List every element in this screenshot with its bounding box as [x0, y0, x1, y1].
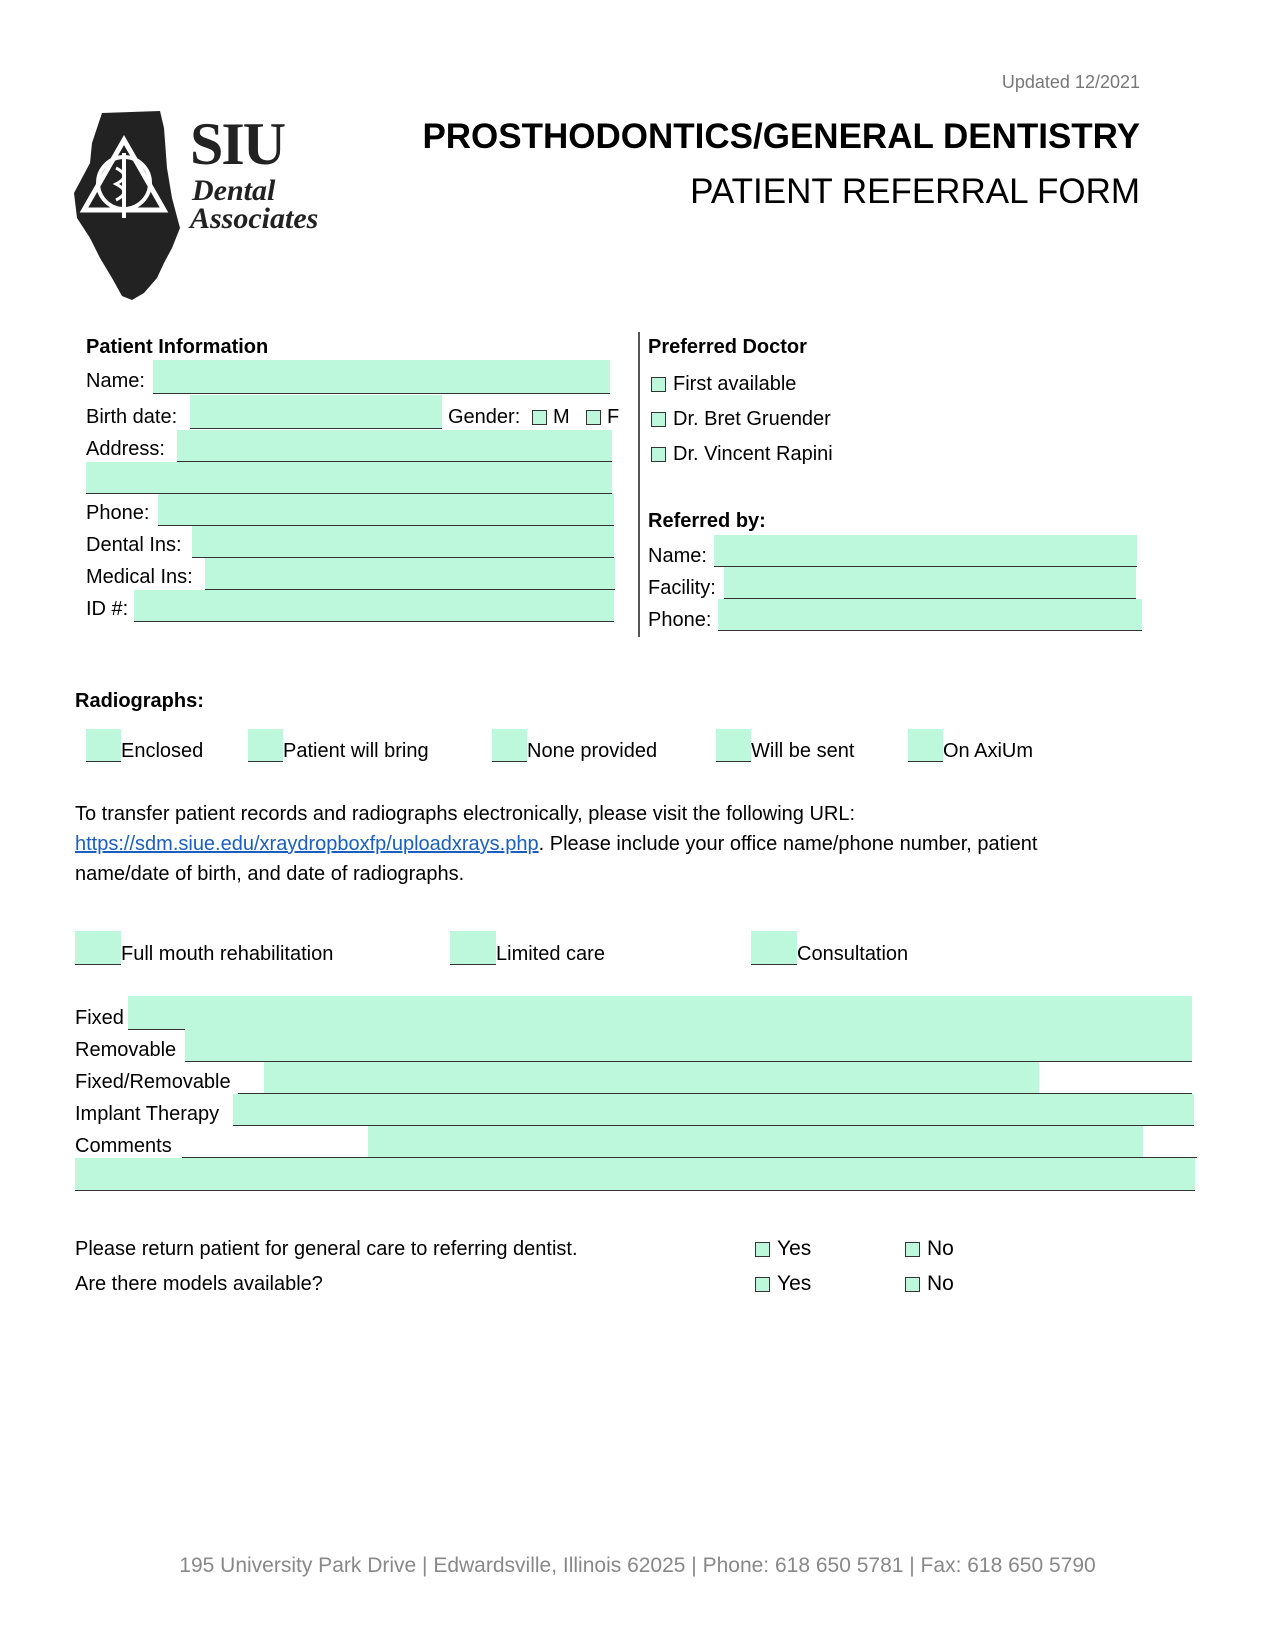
siu-logo	[72, 108, 322, 303]
radiograph-none-provided-box[interactable]	[492, 729, 527, 762]
fixed-removable-label: Fixed/Removable	[75, 1071, 231, 1093]
fixed-label: Fixed	[75, 1007, 124, 1029]
preferred-doctor-heading: Preferred Doctor	[648, 336, 807, 358]
dental-ins-field[interactable]	[192, 526, 614, 558]
models-yes-checkbox[interactable]	[755, 1277, 770, 1292]
doctor-rapini-checkbox[interactable]	[651, 447, 666, 462]
comments-field-2[interactable]	[75, 1158, 1195, 1191]
radiograph-option-label: Will be sent	[751, 740, 855, 762]
referrer-phone-field[interactable]	[718, 599, 1142, 631]
id-label: ID #:	[86, 598, 129, 620]
gender-f-checkbox[interactable]	[586, 410, 601, 425]
fixed-removable-field[interactable]	[264, 1062, 1039, 1093]
return-yes-checkbox[interactable]	[755, 1242, 770, 1257]
models-available-question: Are there models available?	[75, 1273, 323, 1295]
upload-url-link[interactable]: https://sdm.siue.edu/xraydropboxfp/uploadxrays.php	[75, 833, 539, 855]
updated-date: Updated 12/2021	[1001, 72, 1140, 92]
care-full-mouth-box[interactable]	[75, 931, 121, 965]
referrer-facility-field[interactable]	[724, 567, 1136, 599]
address-field-1[interactable]	[177, 430, 612, 462]
care-option-label: Full mouth rehabilitation	[121, 943, 334, 965]
radiographs-heading: Radiographs:	[75, 690, 204, 712]
radiograph-axium-box[interactable]	[908, 729, 943, 762]
gender-f-label: F	[607, 406, 620, 428]
fixed-field[interactable]	[128, 996, 1192, 1029]
comments-label: Comments	[75, 1135, 172, 1157]
radiograph-enclosed-box[interactable]	[86, 729, 121, 762]
yes-label: Yes	[777, 1237, 812, 1260]
form-subtitle: PATIENT REFERRAL FORM	[690, 172, 1140, 211]
gender-m-label: M	[553, 406, 570, 428]
radiograph-will-be-sent-box[interactable]	[716, 729, 751, 762]
radiograph-patient-bring-box[interactable]	[248, 729, 283, 762]
return-no-checkbox[interactable]	[905, 1242, 920, 1257]
address-field-2[interactable]	[86, 462, 612, 494]
comments-field-1[interactable]	[368, 1126, 1143, 1157]
patient-name-field[interactable]	[153, 360, 610, 394]
transfer-instructions-line2	[75, 833, 1037, 856]
gender-m-checkbox[interactable]	[532, 410, 547, 425]
referrer-phone-label: Phone:	[648, 609, 712, 631]
care-limited-box[interactable]	[450, 931, 496, 965]
logo-associates: Associates	[190, 202, 319, 235]
illinois-map-icon	[72, 108, 192, 303]
referrer-name-field[interactable]	[714, 535, 1137, 567]
id-field[interactable]	[134, 590, 614, 622]
patient-phone-label: Phone:	[86, 502, 150, 524]
yes-label: Yes	[777, 1272, 812, 1295]
address-label: Address:	[86, 438, 165, 460]
no-label: No	[927, 1272, 954, 1295]
removable-field[interactable]	[185, 1029, 1192, 1061]
doctor-gruender-checkbox[interactable]	[651, 412, 666, 427]
gender-label: Gender:	[448, 406, 521, 428]
radiograph-option-label: Enclosed	[121, 740, 204, 762]
radiograph-option-label: On AxiUm	[943, 740, 1034, 762]
logo-siu: SIU	[190, 111, 285, 177]
medical-ins-label: Medical Ins:	[86, 566, 193, 588]
implant-therapy-label: Implant Therapy	[75, 1103, 220, 1125]
models-no-checkbox[interactable]	[905, 1277, 920, 1292]
patient-info-heading: Patient Information	[86, 336, 269, 358]
return-patient-question: Please return patient for general care to referring dentist.	[75, 1238, 578, 1260]
birth-date-label: Birth date:	[86, 406, 178, 428]
footer-address: 195 University Park Drive | Edwardsville, Illinois 62025 | Phone: 618 650 5781 | Fax: 618 650 5790	[179, 1554, 1096, 1577]
form-title: PROSTHODONTICS/GENERAL DENTISTRY	[422, 117, 1140, 156]
patient-name-label: Name:	[86, 370, 145, 392]
medical-ins-field[interactable]	[205, 558, 615, 590]
doctor-first-available-checkbox[interactable]	[651, 377, 666, 392]
patient-phone-field[interactable]	[158, 494, 614, 526]
doctor-option-label: Dr. Bret Gruender	[673, 408, 831, 430]
logo-dental: Dental	[192, 174, 276, 207]
dental-ins-label: Dental Ins:	[86, 534, 182, 556]
referrer-facility-label: Facility:	[648, 577, 716, 599]
doctor-option-label: Dr. Vincent Rapini	[673, 443, 833, 465]
care-option-label: Limited care	[496, 943, 605, 965]
transfer-instructions-rest: . Please include your office name/phone number, patient	[538, 833, 1038, 855]
radiograph-option-label: None provided	[527, 740, 658, 762]
doctor-option-label: First available	[673, 373, 797, 395]
referrer-name-label: Name:	[648, 545, 707, 567]
transfer-instructions-line1: To transfer patient records and radiographs electronically, please visit the following URL:	[75, 803, 856, 825]
column-divider	[638, 332, 640, 637]
transfer-instructions-line3: name/date of birth, and date of radiographs.	[75, 863, 465, 885]
removable-label: Removable	[75, 1039, 177, 1061]
birth-date-field[interactable]	[190, 395, 442, 429]
care-option-label: Consultation	[797, 943, 909, 965]
referred-by-heading: Referred by:	[648, 510, 766, 532]
no-label: No	[927, 1237, 954, 1260]
care-consultation-box[interactable]	[751, 931, 797, 965]
implant-therapy-field[interactable]	[233, 1094, 1194, 1125]
radiograph-option-label: Patient will bring	[283, 740, 429, 762]
